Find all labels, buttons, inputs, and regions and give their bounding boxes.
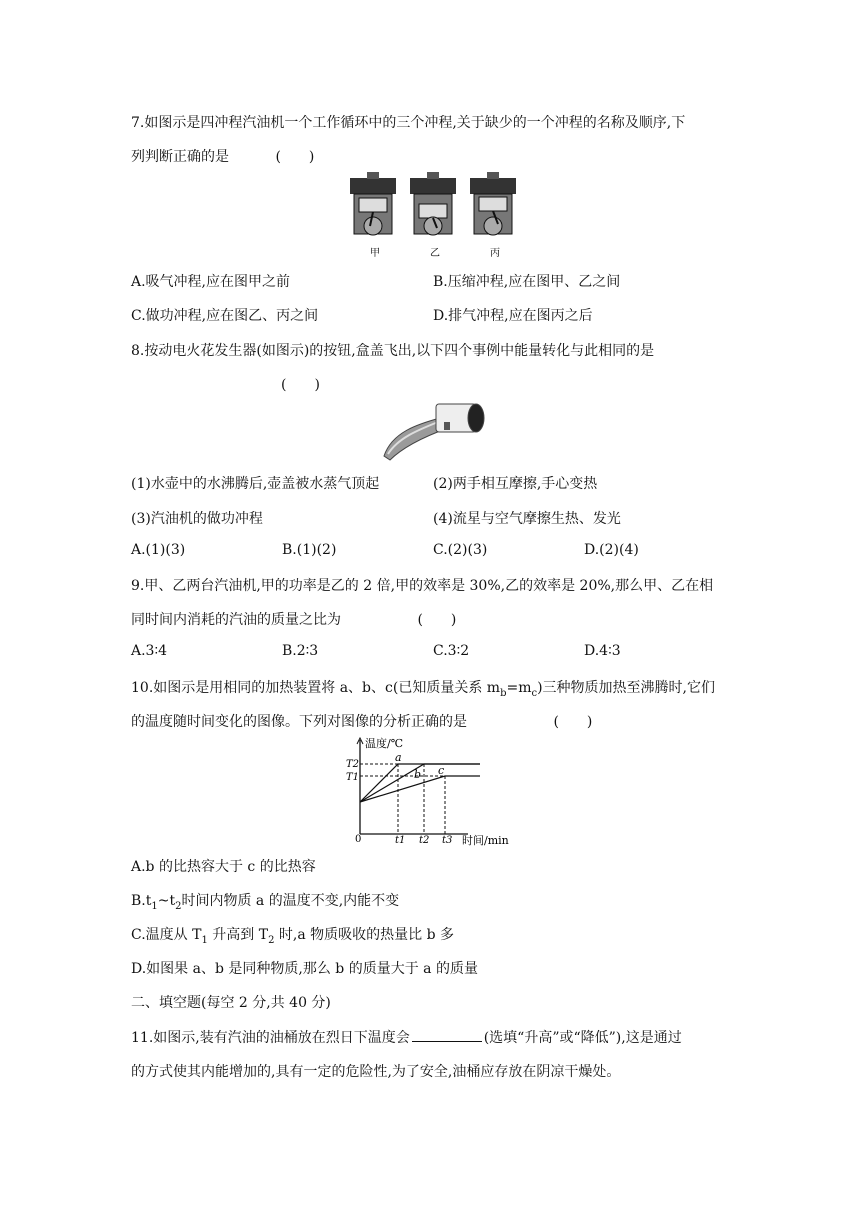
q10-option-b-part2: ~t — [157, 893, 176, 909]
q10-option-c-sub2: 2 — [268, 934, 275, 946]
q8-stem: 8.按动电火花发生器(如图示)的按钮,盒盖飞出,以下四个事例中能量转化与此相同的是 — [131, 343, 655, 359]
q9-option-c: C.3∶2 — [433, 643, 470, 659]
q10-option-c-part2: 升高到 T — [207, 927, 269, 943]
q9-option-a: A.3∶4 — [131, 643, 168, 659]
q10-stem-line1 — [131, 677, 715, 699]
q11-stem-line2: 的方式使其内能增加的,具有一定的危险性,为了安全,油桶应存放在阴凉干燥处。 — [131, 1064, 621, 1080]
q8-items-row1 — [131, 473, 751, 493]
q9-options — [131, 643, 751, 663]
q9-option-b: B.2∶3 — [282, 643, 319, 659]
curve-label-b: b — [414, 768, 422, 781]
q10-option-a: A.b 的比热容大于 c 的比热容 — [131, 859, 316, 875]
curve-label-a: a — [395, 751, 402, 764]
q7-option-a: A.吸气冲程,应在图甲之前 — [131, 274, 291, 290]
y-tick-t1: T1 — [346, 772, 360, 783]
x-tick-t3: t3 — [442, 835, 453, 846]
q8-answer-paren: ( ) — [281, 377, 320, 393]
q10-stem-part1: 10.如图示是用相同的加热装置将 a、b、c(已知质量关系 m — [131, 680, 501, 696]
engine-stroke-bing-figure — [470, 172, 516, 235]
q7-stem-text: 列判断正确的是 — [131, 149, 229, 165]
q10-option-b-part1: B.t — [131, 893, 152, 909]
q9-option-d: D.4∶3 — [584, 643, 621, 659]
temperature-time-graph — [340, 734, 520, 846]
q10-stem-part3: )三种物质加热至沸腾时,它们 — [537, 680, 716, 696]
figure-label-yi: 乙 — [430, 248, 440, 259]
y-axis-label: 温度/℃ — [365, 737, 404, 750]
q7-option-d: D.排气冲程,应在图丙之后 — [433, 308, 593, 324]
q11-stem-line1 — [131, 1027, 682, 1047]
q7-options-row2 — [131, 305, 751, 325]
q10-stem-text: 的温度随时间变化的图像。下列对图像的分析正确的是 — [131, 714, 467, 730]
q8-option-d: D.(2)(4) — [584, 542, 639, 558]
section-title-fill-in: 二、填空题(每空 2 分,共 40 分) — [131, 995, 331, 1011]
q9-answer-paren: ( ) — [417, 612, 457, 628]
q7-options-row1 — [131, 271, 751, 291]
q11-stem-part1: 11.如图示,装有汽油的油桶放在烈日下温度会 — [131, 1030, 410, 1046]
q8-item-2: (2)两手相互摩擦,手心变热 — [433, 476, 598, 492]
x-tick-t1: t1 — [395, 835, 406, 846]
q10-option-b — [131, 890, 399, 912]
q7-stem-line1: 7.如图示是四冲程汽油机一个工作循环中的三个冲程,关于缺少的一个冲程的名称及顺序,下 — [131, 115, 686, 131]
q10-answer-paren: ( ) — [553, 714, 593, 730]
q8-option-a: A.(1)(3) — [131, 542, 186, 558]
q9-stem-line2 — [131, 609, 456, 629]
spark-generator-figure — [378, 392, 490, 464]
origin-label: 0 — [355, 834, 362, 845]
curve-label-c: c — [438, 764, 445, 777]
figure-label-bing: 丙 — [490, 248, 500, 259]
q8-item-4: (4)流星与空气摩擦生热、发光 — [433, 511, 621, 527]
q10-option-d: D.如图果 a、b 是同种物质,那么 b 的质量大于 a 的质量 — [131, 961, 478, 977]
q10-option-b-sub1: 1 — [151, 900, 158, 912]
figure-label-jia: 甲 — [370, 248, 380, 259]
q8-option-c: C.(2)(3) — [433, 542, 488, 558]
q10-stem-sub-c: c — [531, 687, 538, 699]
q8-options — [131, 542, 751, 562]
q10-option-c-sub1: 1 — [201, 934, 208, 946]
q7-option-b: B.压缩冲程,应在图甲、乙之间 — [433, 274, 621, 290]
q8-items-row2 — [131, 508, 751, 528]
q11-stem-part2: (选填“升高”或“降低”),这是通过 — [483, 1030, 682, 1046]
q10-stem-sub-b: b — [500, 687, 507, 699]
q7-option-c: C.做功冲程,应在图乙、丙之间 — [131, 308, 319, 324]
q11-answer-blank[interactable] — [412, 1027, 482, 1042]
x-axis-label: 时间/min — [462, 834, 509, 846]
engine-stroke-yi-figure — [410, 172, 456, 235]
q8-item-3: (3)汽油机的做功冲程 — [131, 511, 263, 527]
q9-stem-line1: 9.甲、乙两台汽油机,甲的功率是乙的 2 倍,甲的效率是 30%,乙的效率是 20%,那么甲、乙在相 — [131, 578, 714, 594]
q10-option-c-part3: 时,a 物质吸收的热量比 b 多 — [274, 927, 455, 943]
engine-strokes-figure — [340, 170, 525, 262]
q10-stem-part2: =m — [506, 680, 532, 696]
q10-option-c-part1: C.温度从 T — [131, 927, 202, 943]
q8-option-b: B.(1)(2) — [282, 542, 337, 558]
q10-option-b-part3: 时间内物质 a 的温度不变,内能不变 — [181, 893, 400, 909]
q9-stem-text: 同时间内消耗的汽油的质量之比为 — [131, 612, 341, 628]
q7-stem-line2 — [131, 146, 314, 166]
q10-option-b-sub2: 2 — [175, 900, 182, 912]
q10-option-c — [131, 924, 454, 946]
q7-answer-paren: ( ) — [275, 149, 315, 165]
x-tick-t2: t2 — [419, 835, 430, 846]
q10-stem-line2 — [131, 711, 592, 731]
q8-item-1: (1)水壶中的水沸腾后,壶盖被水蒸气顶起 — [131, 476, 380, 492]
y-tick-t2: T2 — [346, 759, 360, 770]
engine-stroke-jia-figure — [350, 172, 396, 235]
